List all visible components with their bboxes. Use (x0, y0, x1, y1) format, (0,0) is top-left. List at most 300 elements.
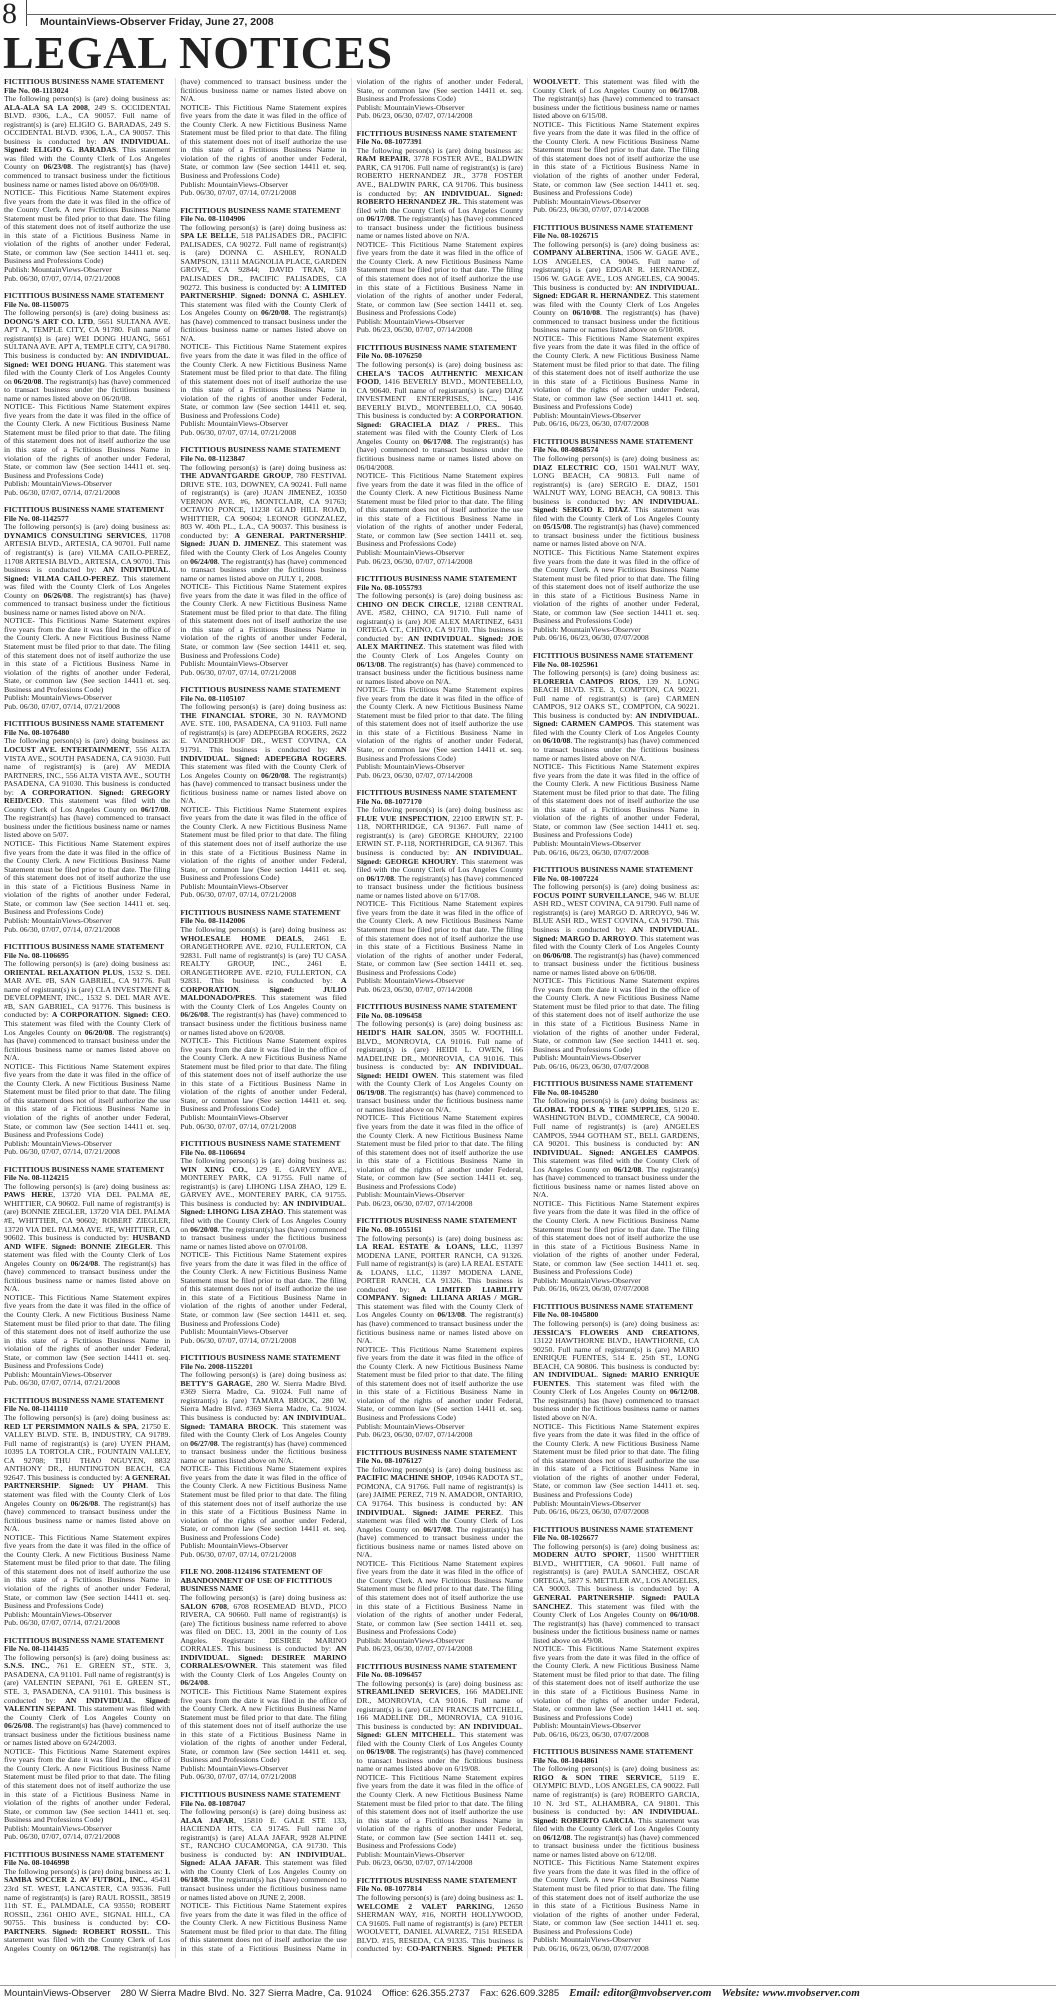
notice-heading: FICTITIOUS BUSINESS NAME STATEMENT (356, 1875, 517, 1885)
business-address: 3778 FOSTER AVE., BALDWIN PARK, CA 91706 (356, 154, 523, 172)
legal-notice (4, 292, 170, 497)
business-name: FLUE VUE INSPECTION (356, 813, 448, 823)
commenced-label: The registrant(s) has (have) commenced to transact business under the fictitious business name or names listed above on (180, 1224, 347, 1251)
notice-boilerplate: NOTICE- This Fictitious Name Statement expires five years from the date it was filed in the office of the County Clerk. A new Fictitious Business Name Statement must be filed prior to that date. The filing of this statement does not of itself authorize the use in this state of a Fictitious Business Name in violation of the rights of another under Federal, State, or common law (See section 14411 et. seq. Business and Professions Code) (4, 616, 171, 694)
notice-heading: FICTITIOUS BUSINESS NAME STATEMENT (356, 1447, 517, 1457)
notice-body: The following person(s) is (are) doing business as: STREAMLINED SERVICES, 166 MADELINE DR., MONROVIA, CA 91016. Full name of registrant(s) is (are) GLEN FRANCIS MITCHELL, 166 MADELINE DR., MONROVIA, CA 91016. This business is conducted by: AN INDIVIDUAL. Signed: GLEN MITCHELL. This statement was filed with the County Clerk of Los Angeles County on 06/19/08. The registrant(s) has (have) commenced to transact business under the fictitious business name or names listed above on 6/19/08. (356, 1678, 523, 1774)
notice-boilerplate: NOTICE- This Fictitious Name Statement expires five years from the date it was filed in the office of the County Clerk. A new Fictitious Business Name Statement must be filed prior to that date. The filing of this statement does not of itself authorize the use in this state of a Fictitious Business Name in violation of the rights of another under Federal, State, or common law (See section 14411 et. seq. Business and Professions Code) (356, 1772, 523, 1851)
commenced-label: The registrant(s) has (have) commenced to transact business under the fictitious business name or names listed above on (4, 376, 171, 403)
intro-text: The following person(s) is (are) doing business as: (180, 1156, 347, 1166)
filed-date: 06/06/08 (542, 950, 571, 960)
conducted-label: This business is conducted by: (180, 1841, 347, 1859)
intro-text: The following person(s) is (are) doing business as: (4, 1866, 163, 1876)
registrant: VILMA CAILO-PEREZ, 11708 ARTESIA BLVD., ARTESIA, CA 90701 (4, 547, 171, 566)
business-address: 518 PALISADES DR., PACIFIC PALISADES, CA 90272 (180, 231, 347, 249)
legal-notice (357, 130, 523, 335)
registrant-label: Full name of registrant(s) is (are) (4, 753, 171, 772)
filed-label: This statement was filed with the County Clerk of Los Angeles County on (4, 1241, 171, 1268)
signed-label: Signed: (180, 1421, 206, 1431)
publish-line: Publish: MountainViews-Observer (532, 196, 641, 206)
business-type: A GENERAL PARTNERSHIP (234, 530, 345, 540)
signed-label: Signed: (234, 753, 260, 763)
file-number: File No. 08-1106695 (4, 950, 69, 960)
commenced-label: The registrant(s) has (have) commenced to transact business under the fictitious business name or names listed above on (532, 1832, 700, 1859)
conducted-label: This business is conducted by: (4, 779, 171, 797)
intro-text: The following person(s) is (are) doing business as: (532, 668, 700, 678)
registrant: SERGIO E. DIAZ, 1501 WALNUT WAY, LONG BEACH, CA 90813 (532, 479, 700, 498)
registrant: PETER WOOLVETT, DANIEL ALVAREZ, 7151 RESEDA BLVD. #15, RESEDA, CA 91335 (356, 1918, 524, 1945)
conducted-label: This business is conducted by: (398, 1498, 507, 1508)
publish-line: Publish: MountainViews-Observer (4, 479, 112, 489)
conducted-label: This business is conducted by: (356, 1053, 523, 1072)
commenced-date: 06/09/08 (129, 179, 158, 189)
intro-text: The following person(s) is (are) doing business as: (4, 94, 171, 104)
filed-label: This statement was filed with the County Clerk of Los Angeles County on (532, 1378, 700, 1397)
notice-body: The following person(s) is (are) doing business as: FOCUS POINT SURVEILLANCE, 946 W. BLUE ASH RD., WEST COVINA, CA 91790. Full name of registrant(s) is (are) MARGO D. ARROYO, 946 W. BLUE ASH RD., WEST COVINA, CA 91790. This business is conducted by: AN INDIVIDUAL. Signed: MARGO D. ARROYO. This statement was filed with the County Clerk of Los Angeles County on 06/06/08. The registrant(s) has (have) commenced to transact business under the fictitious business name or names listed above on 6/06/08. (532, 882, 700, 977)
business-name: CHINO ON DECK CIRCLE (356, 599, 459, 609)
registrant: CARMEN CAMPOS, 912 OAKS ST., COMPTON, CA 90221 (532, 693, 700, 712)
registrant-label: Full name of registrant(s) is (are) (356, 1036, 523, 1055)
signature: MARIO ENRIQUE FUENTES (532, 1370, 700, 1388)
registrant: AV MEDIA PARTNERS, INC., 556 ALTA VISTA AVE., SOUTH PASADENA, CA 91030 (4, 762, 171, 789)
registrant-label: Full name of registrant(s) is (are) (532, 256, 700, 275)
notice-body: The following person(s) is (are) doing business as: RED LT PERSIMMON NAILS & SPA, 21750 E. VALLEY BLVD. STE. B, INDUSTRY, CA 91789. Full name of registrant(s) is (are) UYEN PHAM, 10395 LA TORTOLA CIR., FOUNTAIN VALLEY, CA 92708; THU THAO NGUYEN, 8832 ANTHONY DR., HUNTINGTON BEACH, CA 92647. This business is conducted by: A GENERAL PARTNERSHIP. Signed: UY PHAM. This statement was filed with the County Clerk of Los Angeles County on 06/26/08. The registrant(s) has (have) commenced to transact business under the fictitious business name or names listed above on N/A. (4, 1413, 171, 1534)
registrant: ELIGIO G. BARADAS, 249 S. OCCIDENTAL BLVD. #306, L.A., CA 90057 (4, 119, 171, 138)
commenced-date: 6/17/08 (454, 890, 479, 900)
registrant-label: Full name of registrant(s) is (are) (356, 1259, 460, 1269)
commenced-label: The registrant(s) has (have) commenced to transact business under the fictitious business name or names listed above on (356, 436, 523, 463)
conducted-label: This business is conducted by: (4, 128, 171, 146)
pub-dates: Pub. 06/30, 07/07, 07/14, 07/21/2008 (180, 188, 297, 198)
publish-line: Publish: MountainViews-Observer (356, 547, 465, 557)
registrant: HEIDI L. OWEN, 166 MADELINE DR., MONROVIA, CA 91016 (356, 1045, 523, 1063)
business-address: 761 E. GREEN ST., STE. 3, PASADENA, CA 91101 (4, 1661, 171, 1679)
notice-body: The following person(s) is (are) doing business as: CHINO ON DECK CIRCLE, 12188 CENTRAL AVE. #582, CHINO, CA 91710. Full name of registrant(s) is (are) JOE ALEX MARTINEZ, 6431 ORTEGA CT., CHINO, CA 91710. This business is conducted by: AN INDIVIDUAL. Signed: JOE ALEX MARTINEZ. This statement was filed with the County Clerk of Los Angeles County on 06/13/08. The registrant(s) has (have) commenced to transact business under the fictitious business name or names listed above on N/A. (356, 591, 523, 686)
filed-date: 06/10/08 (542, 736, 571, 746)
business-type: AN INDIVIDUAL (102, 136, 169, 146)
file-number: File No. 08-1087047 (180, 1798, 246, 1808)
publish-line: Publish: MountainViews-Observer (532, 1935, 641, 1945)
conducted-label: This business is conducted by: (226, 1644, 332, 1654)
commenced-label: The registrant(s) has (have) commenced to transact business under the fictitious business name or names listed above on (4, 1498, 171, 1525)
signed-label: Signed: (269, 984, 295, 994)
business-address: 5119 E. OLYMPIC BLVD., LOS ANGELES, CA 90022 (532, 1772, 700, 1791)
filed-label: This statement was filed with the County Clerk of Los Angeles County on (532, 77, 700, 95)
legal-notice (4, 943, 170, 1157)
business-address: 2461 E. ORANGETHORPE AVE. #210, FULLERTON, CA 92831 (180, 933, 347, 960)
notice-heading: FICTITIOUS BUSINESS NAME STATEMENT (4, 1849, 165, 1859)
footer-office: Office: 626.355.2737 (381, 1988, 470, 1999)
signed-label: Signed: (602, 1370, 628, 1380)
registrant: ROBERTO HERNANDEZ JR., 3778 FOSTER AVE., BALDWIN PARK, CA 91706 (356, 171, 523, 190)
business-type: AN INDIVIDUAL (180, 1644, 347, 1662)
filed-label: This statement was filed with the County Clerk of Los Angeles County on (532, 505, 700, 532)
commenced-date: N/A (356, 1336, 371, 1346)
registrant: WEI DONG HUANG, 5651 SULTANA AVE. APT A, TEMPLE CITY, CA 91780 (4, 333, 171, 352)
commenced-date: 06/20/08 (101, 393, 130, 403)
business-address: 946 W. BLUE ASH RD., WEST COVINA, CA 91790 (532, 890, 700, 909)
business-type: AN INDIVIDUAL (532, 1370, 597, 1380)
intro-text: The following person(s) is (are) doing business as: (356, 1019, 523, 1029)
pub-dates: Pub. 06/23, 06/30, 07/07, 07/14/2008 (356, 1644, 473, 1654)
commenced-label: The registrant(s) has (have) commenced to transact business under the fictitious business name or names listed above on (532, 736, 700, 763)
pub-dates: Pub. 06/16, 06/23, 06/30, 07/07/2008 (532, 1729, 649, 1739)
registrant: ANGELES CAMPOS, 5944 GOTHAM ST., BELL GARDENS, CA 90201 (532, 1121, 700, 1149)
business-type: AN INDIVIDUAL (407, 633, 472, 643)
notice-heading: FICTITIOUS BUSINESS NAME STATEMENT (180, 1353, 341, 1363)
business-type: A LIMITED PARTNERSHIP (180, 282, 347, 301)
notice-boilerplate: NOTICE- This Fictitious Name Statement expires five years from the date it was filed in the office of the County Clerk. A new Fictitious Business Name Statement must be filed prior to that date. The filing of this statement does not of itself authorize the use in this state of a Fictitious Business Name in violation of the rights of another under Federal, State, or common law (See section 14411 et. seq. Business and Professions Code) (356, 685, 523, 763)
legal-notice (4, 720, 170, 934)
notice-body: The following person(s) is (are) doing business as: DYNAMICS CONSULTING SERVICES, 11708 ARTESIA BLVD., ARTESIA, CA 90701. Full name of registrant(s) is (are) VILMA CAILO-PEREZ, 11708 ARTESIA BLVD., ARTESIA, CA 90701. This business is conducted by: AN INDIVIDUAL. Signed: VILMA CAILO-PEREZ. This statement was filed with the County Clerk of Los Angeles County on 06/26/08. The registrant(s) has (have) commenced to transact business under the fictitious business name or names listed above on N/A. (4, 522, 171, 617)
pub-dates: Pub. 06/30, 07/07, 07/14, 07/21/2008 (180, 1772, 297, 1782)
legal-notice (357, 1449, 523, 1654)
conducted-label: This business is conducted by: (210, 976, 333, 986)
file-number: File No. 08-1124215 (4, 1173, 69, 1183)
pub-dates: Pub. 06/23, 06/30, 07/07, 07/14/2008 (356, 984, 473, 994)
registrant-label: Full name of registrant(s) is (are) (4, 976, 171, 994)
publish-line: Publish: MountainViews-Observer (4, 1609, 112, 1619)
notice-heading: FICTITIOUS BUSINESS NAME STATEMENT (532, 222, 694, 232)
publish-line: Publish: MountainViews-Observer (356, 1190, 465, 1200)
publish-line: Publish: MountainViews-Observer (180, 1763, 289, 1773)
intro-text: The following person(s) is (are) doing business as: (532, 453, 700, 463)
legal-notice (180, 1568, 346, 1782)
registrant: DIAZ INVESTMENT ENTERPRISES, INC., 1416 BEVERLY BLVD., MONTEBELLO, CA 90640 (356, 385, 524, 412)
pub-dates: Pub. 06/23, 06/30, 07/07, 07/14/2008 (356, 111, 473, 121)
business-name: 1. SAMBA SOCCER 2. AV FUTBOL, INC. (4, 1866, 171, 1885)
notice-heading: FICTITIOUS BUSINESS NAME STATEMENT (532, 865, 694, 875)
pub-dates: Pub. 06/23, 06/30, 07/07, 07/14/2008 (356, 770, 473, 780)
signed-label: Signed: (498, 188, 524, 198)
registrant-label: Full name of registrant(s) is (are) (4, 1198, 171, 1217)
business-name: LOCUST AVE. ENTERTAINMENT (4, 745, 130, 755)
business-name: THE FINANCIAL STORE (180, 710, 276, 720)
registrant-label: Full name of registrant(s) is (are) (356, 822, 523, 840)
pub-dates: Pub. 06/16, 06/23, 06/30, 07/07/2008 (532, 1061, 649, 1071)
publish-line: Publish: MountainViews-Observer (4, 1369, 112, 1379)
notice-boilerplate: NOTICE- This Fictitious Name Statement expires five years from the date it was filed in the office of the County Clerk. A new Fictitious Business Name Statement must be filed prior to that date. The filing of this statement does not of itself authorize the use in this state of a Fictitious Business Name in violation of the rights of another under Federal, State, or common law (See section 14411 et. seq. Business and Professions Code) (532, 976, 700, 1054)
footer-email[interactable]: Email: editor@mvobserver.com (569, 1987, 712, 1999)
footer-website[interactable]: Website: www.mvobserver.com (721, 1987, 860, 1999)
footer-paper: MountainViews-Observer (4, 1988, 111, 1999)
notice-heading: FICTITIOUS BUSINESS NAME STATEMENT (356, 1002, 517, 1012)
registrant: CLA INVESTMENT & DEVELOPMENT, INC., 1532 S. DEL MAR AVE. #B, SAN GABRIEL, CA 91776 (4, 984, 171, 1011)
file-number: File No. 08-1141110 (4, 1404, 68, 1414)
publish-line: Publish: MountainViews-Observer (532, 1053, 641, 1063)
signed-label: Signed: (532, 505, 558, 515)
pub-dates: Pub. 06/16, 06/23, 06/30, 07/07/2008 (532, 1943, 649, 1953)
conducted-label: This business is conducted by: (180, 1413, 280, 1423)
conducted-label: This business is conducted by: (28, 1233, 130, 1243)
intro-text: The following person(s) is (are) doing business as: (180, 222, 347, 232)
legal-notice (533, 1080, 699, 1294)
commenced-label: The registrant(s) has (have) commenced to transact business under the fictitious business name or names listed above on (180, 770, 347, 797)
business-name: S.N.S. INC. (4, 1661, 48, 1671)
business-type: A CORPORATION (455, 411, 522, 421)
notice-heading: FILE NO. 2008-1124196 STATEMENT OF ABANDONMENT OF USE OF FICTITIOUS BUSINESS NAME (180, 1567, 333, 1594)
commenced-label: The registrant(s) has (have) commenced to transact business under the fictitious business name or names listed above on (4, 162, 171, 189)
signed-label: Signed: (145, 1695, 171, 1705)
filed-label: This statement was filed with the County Clerk of Los Angeles County on (356, 197, 523, 224)
pub-dates: Pub. 06/23, 06/30, 07/07, 07/14/2008 (356, 1858, 473, 1868)
registrant: JAIME PEREZ, 719 N. AMADOR, ONTARIO, CA 91764 (356, 1490, 523, 1508)
notice-boilerplate: NOTICE- This Fictitious Name Statement expires five years from the date it was filed in the office of the County Clerk. A new Fictitious Business Name Statement must be filed prior to that date. The filing of this statement does not of itself authorize the use in this state of a Fictitious Business Name in violation of the rights of another under Federal, State, or common law (See section 14411 et. seq. Business and Professions Code) (4, 1746, 171, 1825)
registrant-label: Full name of registrant(s) is (are) (532, 1121, 659, 1131)
conducted-label: This business is conducted by: (27, 1472, 123, 1482)
business-address: 11397 MODENA LANE, PORTER RANCH, CA 91326 (356, 1242, 523, 1260)
notice-body: The following person(s) is (are) doing business as: HEIDI'S HAIR SALON, 3505 W. FOOTHILL BLVD., MONROVIA, CA 91016. Full name of registrant(s) is (are) HEIDI L. OWEN, 166 MADELINE DR., MONROVIA, CA 91016. This business is conducted by: AN INDIVIDUAL. Signed: HEIDI OWEN. This statement was filed with the County Clerk of Los Angeles County on 06/19/08. The registrant(s) has (have) commenced to transact business under the fictitious business name or names listed above on N/A. (356, 1019, 523, 1114)
registrant-label: Full name of registrant(s) is (are) (4, 325, 171, 343)
registrant-label: Full name of registrant(s) is (are) (4, 1884, 171, 1902)
registrant-label: Full name of registrant(s) is (are) (532, 1558, 700, 1577)
business-address: 166 MADELINE DR., MONROVIA, CA 91016 (356, 1687, 523, 1705)
signature: ROBERTO HERNANDEZ JR. (356, 197, 460, 207)
commenced-date: 5/07 (52, 830, 67, 840)
notice-heading: FICTITIOUS BUSINESS NAME STATEMENT (532, 1524, 694, 1534)
notice-boilerplate: NOTICE- This Fictitious Name Statement expires five years from the date it was filed in the office of the County Clerk. A new Fictitious Business Name Statement must be filed prior to that date. The filing of this statement does not of itself authorize the use in this state of a Fictitious Business Name in violation of the rights of another under Federal, State, or common law (See section 14411 et. seq. Business and Professions Code) (356, 239, 523, 318)
registrant: RAUL ROSSIL, 38519 11th ST. E., PALMDALE, CA 93550; ROBERT ROSSIL, 2361 OHIO AVE., SIGNAL HILL, CA 90755 (4, 1892, 171, 1928)
conducted-label: This business is conducted by: (532, 916, 700, 934)
filed-date: 06/17/08 (423, 1524, 451, 1534)
pub-dates: Pub. 06/16, 06/23, 06/30, 07/07/2008 (532, 1284, 649, 1294)
business-name: FLORERIA CAMPOS RIOS (532, 676, 639, 686)
notice-heading: FICTITIOUS BUSINESS NAME STATEMENT (180, 445, 341, 455)
conducted-label: This business is conducted by: (356, 1721, 456, 1731)
filed-date: 06/17/08 (669, 85, 698, 95)
publish-line: Publish: MountainViews-Observer (532, 1721, 641, 1731)
filed-label: This statement was filed with the County Clerk of Los Angeles County on (532, 1601, 700, 1620)
filed-date: 05/15/08 (542, 522, 571, 532)
notice-heading: FICTITIOUS BUSINESS NAME STATEMENT (356, 342, 517, 352)
notice-boilerplate: NOTICE- This Fictitious Name Statement expires five years from the date it was filed in the office of the County Clerk. A new Fictitious Business Name Statement must be filed prior to that date. The filing of this statement does not of itself authorize the use in this state of a Fictitious Business Name in violation of the rights of another under Federal, State, or common law (See section 14411 et. seq. Business and Professions Code) (180, 342, 347, 420)
signed-label: Signed: (412, 1507, 438, 1517)
commenced-label: The registrant(s) has (have) commenced to transact business under the fictitious business name or names listed above on (180, 308, 347, 335)
intro-text: The following person(s) is (are) doing business as: (532, 239, 700, 249)
notice-boilerplate: NOTICE- This Fictitious Name Statement expires five years from the date it was filed in the office of the County Clerk. A new Fictitious Business Name Statement must be filed prior to that date. The filing of this statement does not of itself authorize the use in this state of a Fictitious Business Name in violation of the rights of another under Federal, State, or common law (See section 14411 et. seq. Business and Professions Code) (532, 1421, 700, 1499)
legal-notice (4, 78, 170, 283)
signature: WEI DONG HUANG (31, 359, 106, 369)
filed-label: This statement was filed with the County Clerk of Los Angeles County on (4, 573, 171, 600)
notice-boilerplate: NOTICE- This Fictitious Name Statement expires five years from the date it was filed in the office of the County Clerk. A new Fictitious Business Name Statement must be filed prior to that date. The filing of this statement does not of itself authorize the use in this state of a Fictitious Business Name in violation of the rights of another under Federal, State, or common law (See section 14411 et. seq. Business and Professions Code) (356, 471, 523, 549)
filed-label: This statement was filed with the County Clerk of Los Angeles County on (356, 419, 523, 446)
legal-notice (533, 1526, 699, 1740)
conducted-label: This business is conducted by: (356, 839, 523, 858)
footer-address: 280 W Sierra Madre Blvd. No. 327 Sierra Madre, Ca. 91024 (120, 1988, 372, 1999)
notice-boilerplate: NOTICE- This Fictitious Name Statement expires five years from the date it was filed in the office of the County Clerk. A new Fictitious Business Name Statement must be filed prior to that date. The filing of this statement does not of itself authorize the use in this state of a Fictitious Business Name in violation of the rights of another under Federal, State, or common law (See section 14411 et. seq. Business and Professions Code) (4, 1061, 171, 1140)
filed-date: 06/20/08 (13, 376, 42, 386)
publish-line: Publish: MountainViews-Observer (356, 1849, 465, 1859)
filed-date: 06/12/08 (613, 1164, 642, 1174)
file-number: File No. 08-1007224 (532, 873, 599, 883)
registrant-label: Full name of registrant(s) is (are) (532, 693, 660, 703)
pub-dates: Pub. 06/23, 06/30, 07/07, 07/14/2008 (356, 556, 473, 566)
notice-heading: FICTITIOUS BUSINESS NAME STATEMENT (356, 128, 517, 138)
business-name: CHELA'S TACOS AUTHENTIC MEXICAN FOOD (356, 368, 523, 387)
pub-dates: Pub. 06/23, 06/30, 07/07, 07/14/2008 (532, 205, 649, 215)
signature: TAMARA BROCK (209, 1421, 277, 1431)
business-type: AN INDIVIDUAL (106, 350, 169, 360)
business-name: SPA LE BELLE (180, 231, 237, 241)
filed-label: This statement was filed with the County Clerk of Los Angeles County on (4, 1704, 171, 1722)
signature: VALENTIN SEPANI (4, 1704, 74, 1714)
business-type: AN INDIVIDUAL (458, 1721, 522, 1731)
commenced-label: The registrant(s) has (have) commenced to transact business under the fictitious business name or names listed above on (4, 813, 171, 840)
filed-date: 06/12/08 (669, 1387, 698, 1397)
signed-label: Signed: (356, 1730, 382, 1740)
filed-date: 06/19/08 (356, 1087, 385, 1097)
file-number: File No. 08-1045280 (532, 1087, 599, 1097)
legal-notice (4, 1397, 170, 1628)
signature: UY PHAM (102, 1481, 147, 1491)
business-type: AN INDIVIDUAL (532, 1139, 700, 1157)
notice-body: The following person(s) is (are) doing business as: COMPANY ALBERTINA, 1506 W. GAGE AVE., LOS ANGELES, CA 90045. Full name of registrant(s) is (are) EDGAR R. HERNANDEZ, 1506 W. GAGE AVE., LOS ANGELES, CA 90045. This business is conducted by: AN INDIVIDUAL. Signed: EDGAR R. HERNANDEZ. This statement was filed with the County Clerk of Los Angeles County on 06/10/08. The registrant(s) has (have) commenced to transact business under the fictitious business name or names listed above on 6/10/08. (532, 239, 700, 335)
conducted-label: This business is conducted by: (4, 350, 104, 360)
publish-line: Publish: MountainViews-Observer (356, 102, 465, 112)
page-number: 8 (2, 0, 17, 30)
business-name: 1. WELCOME 2 VALET PARKING (356, 1893, 523, 1911)
commenced-date: N/A (4, 1524, 18, 1534)
filed-label: This statement was filed with the County Clerk of Los Angeles County on (356, 1070, 523, 1089)
file-number: File No. 08-1045800 (532, 1310, 599, 1320)
signed-label: Signed: (532, 291, 558, 301)
notice-heading: FICTITIOUS BUSINESS NAME STATEMENT (356, 788, 517, 798)
business-name: THE ADVANTGARDE GROUP (180, 471, 291, 481)
signature: JAIME PEREZ (443, 1507, 502, 1517)
publish-line: Publish: MountainViews-Observer (356, 1635, 465, 1645)
publish-line: Publish: MountainViews-Observer (356, 1421, 465, 1431)
commenced-date: 6/24/2003 (83, 1738, 115, 1748)
commenced-date: 07/01/08 (278, 1241, 306, 1251)
signed-label: Signed: (240, 291, 266, 301)
business-address: 11708 ARTESIA BLVD., ARTESIA, CA 90701 (4, 530, 171, 549)
intro-text: The following person(s) is (are) doing business as: (4, 522, 171, 532)
business-address: 556 ALTA VISTA AVE., SOUTH PASADENA, CA 91030 (4, 745, 171, 763)
notices-columns (4, 78, 1052, 1958)
business-name: STREAMLINED SERVICES (356, 1687, 459, 1697)
business-address: 21750 E. VALLEY BLVD. STE. B, INDUSTRY, CA 91789 (4, 1421, 171, 1440)
notice-boilerplate: NOTICE- This Fictitious Name Statement expires five years from the date it was filed in the office of the County Clerk. A new Fictitious Business Name Statement must be filed prior to that date. The filing of this statement does not of itself authorize the use in this state of a Fictitious Business Name in violation of the rights of another under Federal, State, or common law (See section 14411 et. seq. Business and Professions Code) (532, 1644, 700, 1722)
business-address: 6708 ROSEMEAD BLVD., PICO RIVERA, CA 90660 (180, 1601, 347, 1620)
business-address: 5120 E. WASHINGTON BLVD., COMMERCE, CA 90040 (532, 1104, 700, 1123)
business-address: 1506 W. GAGE AVE., LOS ANGELES, CA 90045 (532, 248, 700, 266)
notice-boilerplate: NOTICE- This Fictitious Name Statement expires five years from the date it was filed in the office of the County Clerk. A new Fictitious Business Name Statement must be filed prior to that date. The filing of this statement does not of itself authorize the use in this state of a Fictitious Business Name in violation of the rights of another under Federal, State, or common law (See section 14411 et. seq. Business and Professions Code) (180, 1036, 347, 1114)
registrant-label: Full name of registrant(s) is (are) (532, 899, 700, 917)
conducted-label: This business is conducted by: (204, 282, 302, 292)
registrant: ADEPEGBA ROGERS, 2622 E. VANDERHOOF DR., WEST COVINA, CA 91791 (180, 727, 347, 755)
conducted-label: This business is conducted by: (180, 522, 347, 540)
commenced-date: 4/9/08 (581, 1635, 602, 1645)
divider (26, 14, 1056, 15)
business-type: AN INDIVIDUAL (455, 1062, 522, 1072)
signature: ANGELES CAMPOS (620, 1147, 698, 1157)
commenced-label: The registrant(s) has (have) commenced to transact business under the fictitious business name or names listed above on (356, 1087, 523, 1114)
intro-text: The following person(s) is (are) doing business as: (180, 462, 347, 472)
file-number: File No. 08-1106694 (180, 1147, 246, 1157)
pub-dates: Pub. 06/16, 06/23, 06/30, 07/07/2008 (532, 1507, 649, 1517)
filed-label: This statement was filed with the County Clerk of Los Angeles County on (180, 1421, 347, 1448)
filed-label: This statement was filed with the County Clerk of Los Angeles County on (180, 1661, 347, 1679)
commenced-label: The registrant(s) has (have) commenced to transact business under the fictitious business name or names listed above on (4, 1258, 171, 1285)
signed-label: Signed: (356, 856, 382, 866)
filed-date: 06/12/08 (70, 1943, 99, 1953)
legal-notice (180, 1354, 346, 1559)
business-address: 13720 VIA DEL PALMA #E, WHITTIER, CA 90602 (4, 1190, 171, 1208)
commenced-date: 6/10/08 (658, 325, 683, 335)
registrant-label: Full name of registrant(s) is (are) (532, 471, 700, 489)
business-address: 22100 ERWIN ST. P-118, NORTHRIDGE, CA 91367 (356, 813, 523, 832)
signature: ROBERT ROSSIL (82, 1926, 150, 1936)
registrant: ROBERTO GARCIA, 10 N. 3rd ST., ALHAMBRA, CA 91801 (532, 1790, 700, 1808)
intro-text: The following person(s) is (are) doing business as: (356, 1233, 523, 1243)
business-address: 15810 E. GALE STE 133, HACIENDA HTS, CA 91745 (180, 1815, 347, 1834)
legal-notice (533, 866, 699, 1071)
divider (26, 0, 27, 26)
conducted-label: This business is conducted by: (532, 1798, 700, 1817)
publish-line: Publish: MountainViews-Observer (532, 410, 641, 420)
filed-date: 06/26/08 (4, 1721, 32, 1731)
business-type: A CORPORATION (51, 1010, 119, 1020)
filed-date: 06/24/08 (190, 556, 218, 566)
commenced-label: The registrant(s) has (have) commenced to transact business under the fictitious business name or names listed above on (532, 522, 700, 549)
conducted-label: This business is conducted by: (4, 556, 171, 575)
notice-heading: FICTITIOUS BUSINESS NAME STATEMENT (180, 907, 341, 917)
business-address: 780 FESTIVAL DRIVE STE. 103, DOWNEY, CA 90241 (180, 471, 347, 489)
filed-date: 06/17/08 (140, 804, 169, 814)
commenced-date: N/A (129, 607, 144, 617)
signature: CARMEN CAMPOS (561, 719, 633, 729)
conducted-label: This business is conducted by: (532, 710, 633, 720)
notice-body: The following person(s) is (are) doing business as: FLORERIA CAMPOS RIOS, 139 N. LONG BEACH BLVD. STE. 3, COMPTON, CA 90221. Full name of registrant(s) is (are) CARMEN CAMPOS, 912 OAKS ST., COMPTON, CA 90221. This business is conducted by: AN INDIVIDUAL. Signed: CARMEN CAMPOS. This statement was filed with the County Clerk of Los Angeles County on 06/10/08. The registrant(s) has (have) commenced to transact business under the fictitious business name or names listed above on N/A. (532, 668, 700, 763)
pub-dates: Pub. 06/30, 07/07, 07/14, 07/21/2008 (4, 273, 120, 283)
intro-text: The following person(s) is (are) doing business as: (532, 882, 700, 892)
signature: DONNA C. ASHLEY (269, 291, 345, 301)
signed-label: Signed: (532, 1815, 558, 1825)
signature: JULIO MALDONADO/PRES (180, 984, 347, 1003)
intro-text: The following person(s) is (are) doing business as: (532, 1541, 700, 1551)
business-type: A CORPORATION (20, 787, 91, 797)
notice-body: The following person(s) is (are) doing business as: ALAA JAFAR, 15810 E. GALE STE 133, HACIENDA HTS, CA 91745. Full name of registrant(s) is (are) ALAA JAFAR, 9928 ALPINE ST., RANCHO CUCAMONGA, CA 91730. This business is conducted by: AN INDIVIDUAL. Signed: ALAA JAFAR. This statement was filed with the County Clerk of Los Angeles County on 06/18/08. The registrant(s) has (have) commenced to transact business under the fictitious business name or names listed above on JUNE 2, 2008. (180, 1807, 347, 1902)
signature: VILMA CAILO-PEREZ (32, 573, 118, 583)
legal-notice (180, 1140, 346, 1345)
pub-dates: Pub. 06/30, 07/07, 07/14, 07/21/2008 (180, 1335, 297, 1345)
notice-heading: FICTITIOUS BUSINESS NAME STATEMENT (532, 651, 694, 660)
commenced-label: The registrant(s) has (have) commenced to transact business under the fictitious business name or names listed above on (532, 94, 700, 121)
signature: GLEN MITCHELL (385, 1730, 455, 1740)
commenced-label: The registrant(s) has (have) commenced to transact business under the fictitious business name or names listed above on (356, 659, 523, 686)
filed-label: This statement was filed with the County Clerk of Los Angeles County on (180, 539, 347, 566)
pub-dates: Pub. 06/30, 07/07, 07/14, 07/21/2008 (180, 427, 297, 437)
intro-text: The following person(s) is (are) doing business as: (4, 1652, 171, 1662)
conducted-label: This business is conducted by: (4, 1686, 171, 1705)
signature: JUAN D. JIMENEZ (208, 539, 280, 549)
registrant-label: Full name of registrant(s) is (are) (356, 1695, 523, 1714)
pub-dates: Pub. 06/30, 07/07, 07/14, 07/21/2008 (4, 924, 120, 934)
publish-line: Publish: MountainViews-Observer (180, 1327, 289, 1337)
filed-date: 06/24/08 (70, 1258, 99, 1268)
business-type: AN INDIVIDUAL (423, 188, 490, 198)
signature: EDGAR R. HERNANDEZ (560, 291, 650, 301)
registrant-label: Full name of registrant(s) is (are) (180, 1610, 347, 1628)
registrant-label: Full name of registrant(s) is (are) (180, 719, 347, 737)
notice-body: The following person(s) is (are) doing business as: THE FINANCIAL STORE, 30 N. RAYMOND AVE. STE. 100, PASADENA, CA 91103. Full name of registrant(s) is (are) ADEPEGBA ROGERS, 2622 E. VANDERHOOF DR., WEST COVINA, CA 91791. This business is conducted by: AN INDIVIDUAL. Signed: ADEPEGBA ROGERS. This statement was filed with the County Clerk of Los Angeles County on 06/20/08. The registrant(s) has (have) commenced to transact business under the fictitious business name or names listed above on N/A. (180, 702, 347, 806)
filed-label: This statement was filed with the County Clerk of Los Angeles County on (356, 1301, 523, 1320)
registrant: VALENTIN SEPANI, 761 E. GREEN ST., STE. 3, PASADENA, CA 91101 (4, 1678, 171, 1696)
filed-label: This statement was filed with the County Clerk of Los Angeles County on (532, 719, 700, 746)
conducted-label: This business is conducted by: (209, 745, 328, 755)
registrant-label: Full name of registrant(s) is (are) (180, 1824, 347, 1842)
notice-heading: FICTITIOUS BUSINESS NAME STATEMENT (180, 1790, 341, 1799)
